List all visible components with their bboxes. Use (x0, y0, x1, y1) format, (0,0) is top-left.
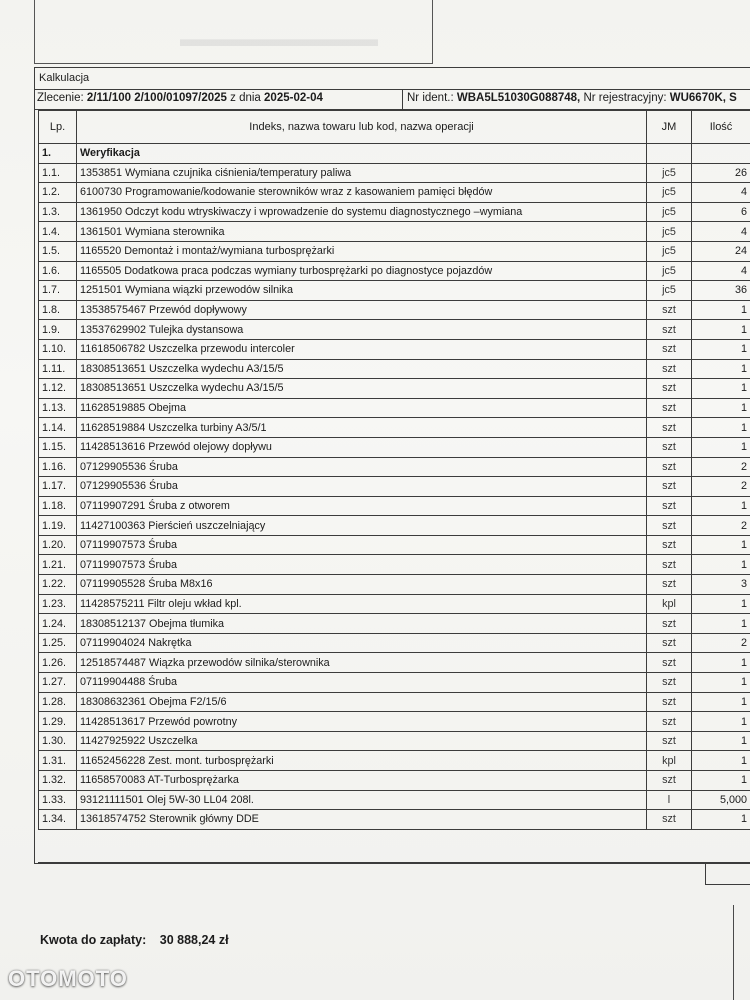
total-label: Kwota do zapłaty: (40, 933, 147, 947)
row-description: 93121111501 Olej 5W-30 LL04 208l. (77, 790, 647, 810)
row-lp: 1.2. (39, 183, 77, 203)
top-frame-right-line (432, 0, 433, 64)
document-title: Kalkulacja (39, 72, 90, 84)
row-description: 18308513651 Uszczelka wydechu A3/15/5 (77, 359, 647, 379)
table-row (39, 712, 750, 732)
row-unit: szt (647, 614, 692, 634)
top-frame-bottom-line (34, 63, 432, 64)
ghost-reverse-print: ▬▬▬▬▬▬▬▬▬ (180, 26, 378, 51)
row-unit: jc5 (647, 202, 692, 222)
total-amount-line (40, 933, 229, 947)
row-unit: jc5 (647, 241, 692, 261)
row-unit: szt (647, 555, 692, 575)
row-description: 6100730 Programowanie/kodowanie sterowników wraz z kasowaniem pamięci błędów (77, 183, 647, 203)
row-lp: 1.30. (39, 731, 77, 751)
row-quantity: 2 (692, 457, 750, 477)
row-description: 07119907291 Śruba z otworem (77, 496, 647, 516)
table-row (39, 261, 750, 281)
row-description: 1165505 Dodatkowa praca podczas wymiany turbosprężarki po diagnostyce pojazdów (77, 261, 647, 281)
row-lp: 1.19. (39, 516, 77, 536)
row-unit: szt (647, 437, 692, 457)
total-amount: 30 888,24 zł (159, 933, 229, 947)
row-unit: kpl (647, 751, 692, 771)
order-number: 2/11/100 2/100/01097/2025 (86, 92, 227, 104)
row-unit: kpl (647, 594, 692, 614)
row-description: 07119907573 Śruba (77, 535, 647, 555)
row-quantity: 2 (692, 633, 750, 653)
row-unit: szt (647, 535, 692, 555)
row-lp: 1.1. (39, 163, 77, 183)
table-row (39, 379, 750, 399)
row-description: 07119907573 Śruba (77, 555, 647, 575)
table-row (39, 751, 750, 771)
row-unit: szt (647, 731, 692, 751)
row-quantity: 1 (692, 653, 750, 673)
row-unit: szt (647, 418, 692, 438)
table-row (39, 457, 750, 477)
row-unit: szt (647, 575, 692, 595)
row-lp: 1.3. (39, 202, 77, 222)
row-lp: 1.4. (39, 222, 77, 242)
table-row (39, 692, 750, 712)
row-unit: jc5 (647, 183, 692, 203)
header-unit: JM (647, 111, 692, 144)
section-row (39, 144, 750, 164)
table-row (39, 535, 750, 555)
row-quantity: 1 (692, 771, 750, 791)
row-quantity: 1 (692, 339, 750, 359)
header-quantity: Ilość (692, 111, 750, 144)
table-row (39, 418, 750, 438)
row-lp: 1.28. (39, 692, 77, 712)
table-row (39, 653, 750, 673)
table-row (39, 183, 750, 203)
row-unit: szt (647, 653, 692, 673)
row-unit: jc5 (647, 281, 692, 301)
row-lp: 1.34. (39, 810, 77, 830)
row-lp: 1.11. (39, 359, 77, 379)
row-unit: szt (647, 810, 692, 830)
row-quantity: 1 (692, 437, 750, 457)
row-unit: szt (647, 339, 692, 359)
section-name: Weryfikacja (77, 144, 647, 164)
row-unit: szt (647, 633, 692, 653)
table-row (39, 398, 750, 418)
row-quantity: 1 (692, 555, 750, 575)
table-row (39, 633, 750, 653)
row-description: 11658570083 AT-Turbosprężarka (77, 771, 647, 791)
row-description: 1165520 Demontaż i montaż/wymiana turbosprężarki (77, 241, 647, 261)
row-description: 07129905536 Śruba (77, 457, 647, 477)
row-description: 18308513651 Uszczelka wydechu A3/15/5 (77, 379, 647, 399)
row-description: 07119905528 Śruba M8x16 (77, 575, 647, 595)
row-unit: szt (647, 457, 692, 477)
row-description: 11628519885 Obejma (77, 398, 647, 418)
row-quantity: 1 (692, 379, 750, 399)
row-quantity: 26 (692, 163, 750, 183)
row-description: 11618506782 Uszczelka przewodu intercoler (77, 339, 647, 359)
row-description: 11427925922 Uszczelka (77, 731, 647, 751)
row-lp: 1.13. (39, 398, 77, 418)
table-row (39, 516, 750, 536)
row-lp: 1.18. (39, 496, 77, 516)
table-row (39, 790, 750, 810)
row-description: 11628519884 Uszczelka turbiny A3/5/1 (77, 418, 647, 438)
row-quantity: 2 (692, 477, 750, 497)
table-row (39, 673, 750, 693)
row-lp: 1.7. (39, 281, 77, 301)
row-quantity: 6 (692, 202, 750, 222)
section-qty-empty (692, 144, 750, 164)
row-lp: 1.25. (39, 633, 77, 653)
row-lp: 1.12. (39, 379, 77, 399)
row-lp: 1.14. (39, 418, 77, 438)
otomoto-watermark: OTOMOTO (8, 966, 128, 991)
items-table (38, 110, 750, 830)
date-label: z dnia (230, 92, 261, 104)
row-lp: 1.27. (39, 673, 77, 693)
row-quantity: 1 (692, 810, 750, 830)
row-unit: szt (647, 692, 692, 712)
row-quantity: 1 (692, 594, 750, 614)
row-description: 1251501 Wymiana wiązki przewodów silnika (77, 281, 647, 301)
row-description: 11428513617 Przewód powrotny (77, 712, 647, 732)
row-lp: 1.16. (39, 457, 77, 477)
row-unit: szt (647, 712, 692, 732)
row-lp: 1.24. (39, 614, 77, 634)
row-lp: 1.17. (39, 477, 77, 497)
row-quantity: 1 (692, 751, 750, 771)
table-row (39, 437, 750, 457)
row-quantity: 4 (692, 261, 750, 281)
row-lp: 1.33. (39, 790, 77, 810)
registration-value: WU6670K, S (669, 92, 737, 104)
row-quantity: 1 (692, 496, 750, 516)
table-row (39, 281, 750, 301)
table-row (39, 202, 750, 222)
row-quantity: 3 (692, 575, 750, 595)
row-quantity: 1 (692, 300, 750, 320)
row-quantity: 1 (692, 320, 750, 340)
row-lp: 1.23. (39, 594, 77, 614)
row-description: 18308512137 Obejma tłumika (77, 614, 647, 634)
table-row (39, 477, 750, 497)
row-description: 1353851 Wymiana czujnika ciśnienia/temperatury paliwa (77, 163, 647, 183)
table-row (39, 731, 750, 751)
order-row-divider (402, 89, 403, 109)
row-description: 13538575467 Przewód dopływowy (77, 300, 647, 320)
row-unit: szt (647, 379, 692, 399)
row-quantity: 1 (692, 535, 750, 555)
table-row (39, 241, 750, 261)
table-bottom-line (38, 862, 750, 863)
row-unit: jc5 (647, 163, 692, 183)
row-quantity: 1 (692, 614, 750, 634)
table-header-row (39, 111, 750, 144)
row-unit: jc5 (647, 261, 692, 281)
side-box (705, 862, 750, 885)
table-row (39, 594, 750, 614)
row-description: 11428575211 Filtr oleju wkład kpl. (77, 594, 647, 614)
row-quantity: 1 (692, 692, 750, 712)
row-description: 11428513616 Przewód olejowy dopływu (77, 437, 647, 457)
row-unit: szt (647, 300, 692, 320)
order-label: Zlecenie: (37, 92, 84, 104)
row-lp: 1.6. (39, 261, 77, 281)
row-unit: szt (647, 320, 692, 340)
row-unit: szt (647, 516, 692, 536)
row-description: 12518574487 Wiązka przewodów silnika/sterownika (77, 653, 647, 673)
row-quantity: 2 (692, 516, 750, 536)
row-unit: l (647, 790, 692, 810)
table-row (39, 496, 750, 516)
title-row (34, 67, 750, 90)
row-description: 18308632361 Obejma F2/15/6 (77, 692, 647, 712)
row-unit: szt (647, 359, 692, 379)
vehicle-info (407, 92, 737, 104)
row-quantity: 4 (692, 222, 750, 242)
row-quantity: 1 (692, 398, 750, 418)
table-row (39, 222, 750, 242)
order-info (37, 92, 323, 104)
header-description: Indeks, nazwa towaru lub kod, nazwa operacji (77, 111, 647, 144)
row-lp: 1.26. (39, 653, 77, 673)
table-row (39, 359, 750, 379)
row-lp: 1.5. (39, 241, 77, 261)
row-lp: 1.29. (39, 712, 77, 732)
table-row (39, 771, 750, 791)
row-description: 07119904488 Śruba (77, 673, 647, 693)
header-lp: Lp. (39, 111, 77, 144)
order-info-row (34, 89, 750, 110)
table-row (39, 320, 750, 340)
row-description: 07129905536 Śruba (77, 477, 647, 497)
row-description: 07119904024 Nakrętka (77, 633, 647, 653)
row-description: 1361501 Wymiana sterownika (77, 222, 647, 242)
order-date: 2025-02-04 (264, 92, 323, 104)
vin-label: Nr ident.: (407, 92, 454, 104)
row-unit: jc5 (647, 222, 692, 242)
row-unit: szt (647, 496, 692, 516)
table-row (39, 339, 750, 359)
section-number: 1. (39, 144, 77, 164)
registration-label: Nr rejestracyjny: (583, 92, 667, 104)
top-frame-left-line (34, 0, 35, 64)
table-row (39, 163, 750, 183)
row-lp: 1.22. (39, 575, 77, 595)
row-quantity: 1 (692, 712, 750, 732)
row-unit: szt (647, 771, 692, 791)
vin-value: WBA5L51030G088748, (456, 92, 581, 104)
row-quantity: 24 (692, 241, 750, 261)
table-row (39, 810, 750, 830)
row-lp: 1.15. (39, 437, 77, 457)
row-unit: szt (647, 398, 692, 418)
row-description: 13537629902 Tulejka dystansowa (77, 320, 647, 340)
row-quantity: 1 (692, 359, 750, 379)
row-lp: 1.9. (39, 320, 77, 340)
row-quantity: 5,000 (692, 790, 750, 810)
row-lp: 1.10. (39, 339, 77, 359)
row-quantity: 1 (692, 731, 750, 751)
row-quantity: 36 (692, 281, 750, 301)
row-description: 1361950 Odczyt kodu wtryskiwaczy i wprowadzenie do systemu diagnostycznego –wymiana (77, 202, 647, 222)
row-quantity: 1 (692, 673, 750, 693)
row-unit: szt (647, 477, 692, 497)
row-lp: 1.31. (39, 751, 77, 771)
row-description: 11652456228 Zest. mont. turbosprężarki (77, 751, 647, 771)
row-lp: 1.21. (39, 555, 77, 575)
table-row (39, 575, 750, 595)
row-quantity: 4 (692, 183, 750, 203)
table-row (39, 555, 750, 575)
row-unit: szt (647, 673, 692, 693)
right-edge-line (733, 905, 734, 1000)
row-lp: 1.20. (39, 535, 77, 555)
section-unit-empty (647, 144, 692, 164)
table-row (39, 300, 750, 320)
row-description: 13618574752 Sterownik główny DDE (77, 810, 647, 830)
row-quantity: 1 (692, 418, 750, 438)
row-lp: 1.32. (39, 771, 77, 791)
row-lp: 1.8. (39, 300, 77, 320)
table-row (39, 614, 750, 634)
row-description: 11427100363 Pierścień uszczelniający (77, 516, 647, 536)
